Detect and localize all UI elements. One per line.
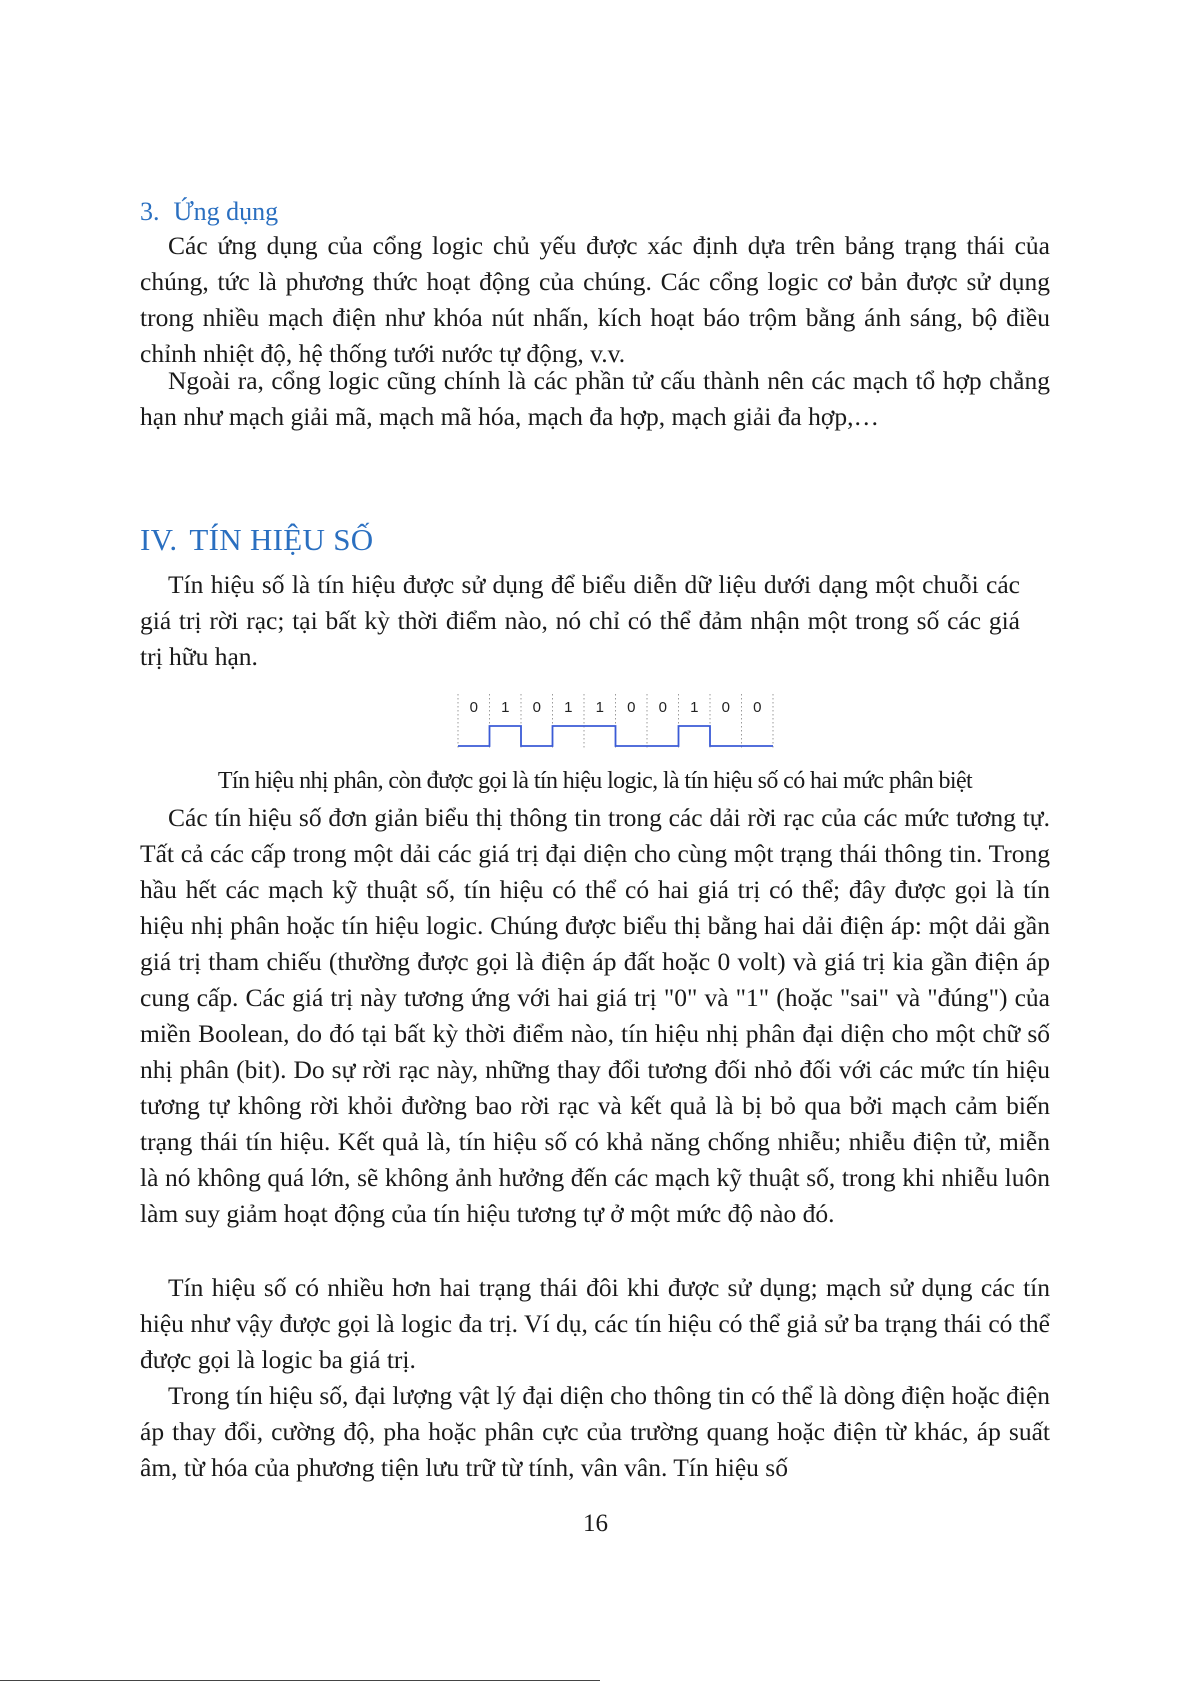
signal-waveform (458, 726, 773, 746)
subsection-title: Ứng dụng (173, 197, 279, 226)
paragraph-digital-signal-1: Các tín hiệu số đơn giản biểu thị thông tin trong các dải rời rạc của các mức tương tự. Tất cả các cấp trong một dải các giá trị đại diện cho cùng một trạng thái thông tin. Trong hầu hết các mạch kỹ thuật số, tín hiệu có thể có hai giá trị có thể; đây được gọi là tín hiệu nhị phân hoặc tín hiệu logic. Chúng được biểu thị bằng hai dải điện áp: một dải gần giá trị tham chiếu (thường được gọi là điện áp đất hoặc 0 volt) và giá trị kia gần điện áp cung cấp. Các giá trị này tương ứng với hai giá trị "0" và "1" (hoặc "sai" và "đúng") của miền Boolean, do đó tại bất kỳ thời điểm nào, tín hiệu nhị phân đại diện cho một chữ số nhị phân (bit). Do sự rời rạc này, những thay đổi tương đối nhỏ đối với các mức tín hiệu tương tự không rời khỏi đường bao rời rạc và kết quả là bị bỏ qua bởi mạch cảm biến trạng thái tín hiệu. Kết quả là, tín hiệu số có khả năng chống nhiễu; nhiễu điện tử, miễn là nó không quá lớn, sẽ không ảnh hưởng đến các mạch kỹ thuật số, trong khi nhiễu luôn làm suy giảm hoạt động của tín hiệu tương tự ở một mức độ nào đó. (140, 803, 1050, 1228)
section-title: TÍN HIỆU SỐ (189, 522, 374, 557)
bit-label: 0 (469, 699, 478, 716)
bit-label: 0 (721, 699, 730, 716)
bit-label: 1 (564, 699, 573, 716)
section-heading (140, 522, 373, 558)
bit-label: 1 (595, 699, 604, 716)
bit-label: 0 (532, 699, 541, 716)
paragraph-applications-1: Các ứng dụng của cổng logic chủ yếu được xác định dựa trên bảng trạng thái của chúng, tức là phương thức hoạt động của chúng. Các cổng logic cơ bản được sử dụng trong nhiều mạch điện như khóa nút nhấn, kích hoạt báo trộm bằng ánh sáng, bộ điều chỉnh nhiệt độ, hệ thống tưới nước tự động, v.v. (140, 231, 1050, 368)
paragraph-applications-2: Ngoài ra, cổng logic cũng chính là các phần tử cấu thành nên các mạch tổ hợp chẳng hạn như mạch giải mã, mạch mã hóa, mạch đa hợp, mạch giải đa hợp,… (140, 366, 1050, 431)
footer-rule (0, 1680, 600, 1681)
binary-signal-figure (450, 692, 780, 752)
paragraph-intro: Tín hiệu số là tín hiệu được sử dụng để biểu diễn dữ liệu dưới dạng một chuỗi các giá trị rời rạc; tại bất kỳ thời điểm nào, nó chỉ có thể đảm nhận một trong số các giá trị hữu hạn. (140, 570, 1020, 671)
subsection-number: 3. (140, 197, 160, 226)
figure-caption: Tín hiệu nhị phân, còn được gọi là tín hiệu logic, là tín hiệu số có hai mức phân biệt (217, 768, 973, 794)
bit-label: 0 (627, 699, 636, 716)
page-number: 16 (583, 1510, 608, 1537)
paragraph-digital-signal-2: Tín hiệu số có nhiều hơn hai trạng thái đôi khi được sử dụng; mạch sử dụng các tín hiệu như vậy được gọi là logic đa trị. Ví dụ, các tín hiệu có thể giả sử ba trạng thái có thể được gọi là logic ba giá trị. (140, 1273, 1050, 1374)
bit-label: 1 (690, 699, 699, 716)
paragraph-digital-signal-3: Trong tín hiệu số, đại lượng vật lý đại diện cho thông tin có thể là dòng điện hoặc điện áp thay đổi, cường độ, pha hoặc phân cực của trường quang hoặc điện từ khác, áp suất âm, từ hóa của phương tiện lưu trữ từ tính, vân vân. Tín hiệu số (140, 1381, 1050, 1482)
section-number: IV. (140, 522, 178, 557)
bit-label: 1 (501, 699, 510, 716)
bit-label: 0 (658, 699, 667, 716)
subsection-heading (140, 197, 278, 227)
bit-label: 0 (753, 699, 762, 716)
